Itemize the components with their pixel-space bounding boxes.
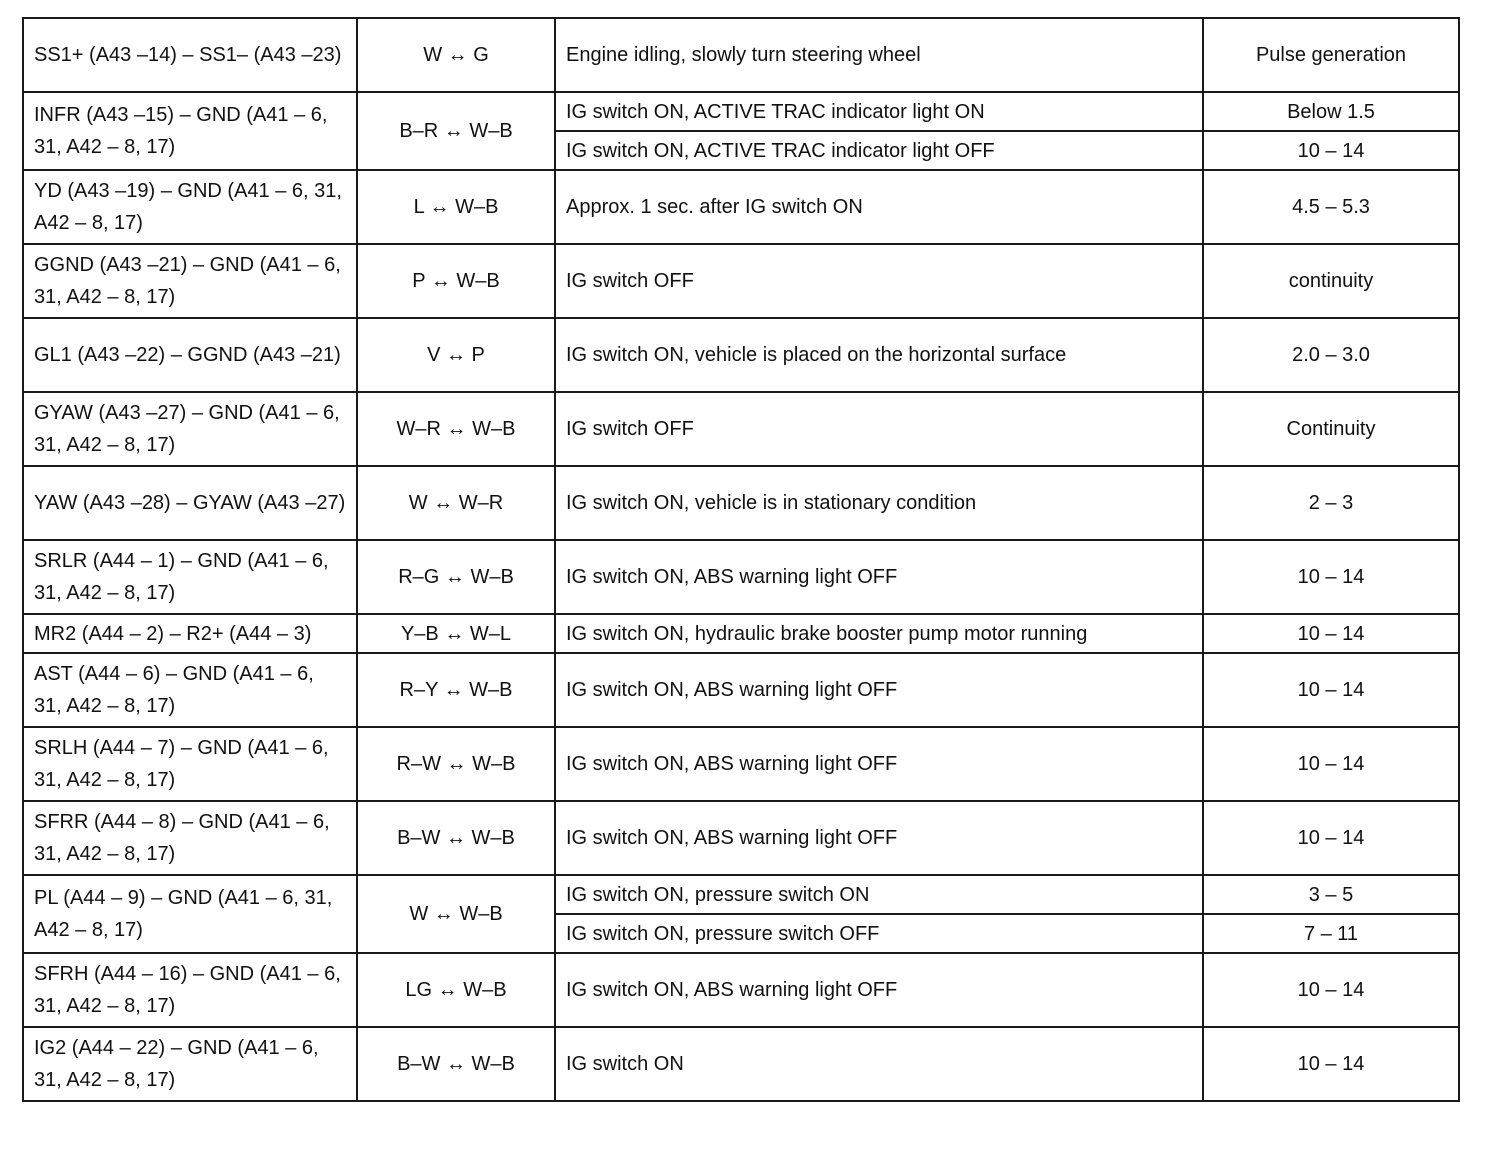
table-row bbox=[23, 953, 1459, 1027]
table-row bbox=[23, 653, 1459, 727]
wire-color-cell: R–Y ↔ W–B bbox=[357, 653, 555, 727]
condition-cell: IG switch OFF bbox=[555, 244, 1203, 318]
wire-color-cell: B–W ↔ W–B bbox=[357, 801, 555, 875]
terminal-cell: MR2 (A44 – 2) – R2+ (A44 – 3) bbox=[23, 614, 357, 653]
wire-color-cell: B–R ↔ W–B bbox=[357, 92, 555, 170]
condition-cell: IG switch ON, ACTIVE TRAC indicator light OFF bbox=[555, 131, 1203, 170]
wire-color-cell: R–G ↔ W–B bbox=[357, 540, 555, 614]
wire-color-cell: P ↔ W–B bbox=[357, 244, 555, 318]
terminal-cell: YD (A43 –19) – GND (A41 – 6, 31, A42 – 8, 17) bbox=[23, 170, 357, 244]
terminal-cell: GL1 (A43 –22) – GGND (A43 –21) bbox=[23, 318, 357, 392]
condition-cell: IG switch ON, ABS warning light OFF bbox=[555, 953, 1203, 1027]
spec-cell: 10 – 14 bbox=[1203, 727, 1459, 801]
condition-cell: IG switch ON, ABS warning light OFF bbox=[555, 540, 1203, 614]
terminal-cell: YAW (A43 –28) – GYAW (A43 –27) bbox=[23, 466, 357, 540]
table-row bbox=[23, 540, 1459, 614]
table-row bbox=[23, 92, 1459, 131]
table-row bbox=[23, 466, 1459, 540]
wire-color-cell: B–W ↔ W–B bbox=[357, 1027, 555, 1101]
table-row bbox=[23, 727, 1459, 801]
terminal-cell: SFRH (A44 – 16) – GND (A41 – 6, 31, A42 – 8, 17) bbox=[23, 953, 357, 1027]
terminal-cell: SS1+ (A43 –14) – SS1– (A43 –23) bbox=[23, 18, 357, 92]
wire-color-cell: W ↔ W–B bbox=[357, 875, 555, 953]
condition-cell: IG switch ON, hydraulic brake booster pump motor running bbox=[555, 614, 1203, 653]
table-row bbox=[23, 18, 1459, 92]
table-row bbox=[23, 1027, 1459, 1101]
spec-cell: 10 – 14 bbox=[1203, 614, 1459, 653]
condition-cell: IG switch ON bbox=[555, 1027, 1203, 1101]
wire-color-cell: LG ↔ W–B bbox=[357, 953, 555, 1027]
condition-cell: IG switch ON, ABS warning light OFF bbox=[555, 653, 1203, 727]
condition-cell: IG switch OFF bbox=[555, 392, 1203, 466]
condition-cell: IG switch ON, ACTIVE TRAC indicator light ON bbox=[555, 92, 1203, 131]
wire-color-cell: Y–B ↔ W–L bbox=[357, 614, 555, 653]
spec-cell: 10 – 14 bbox=[1203, 1027, 1459, 1101]
spec-cell: 7 – 11 bbox=[1203, 914, 1459, 953]
terminal-cell: AST (A44 – 6) – GND (A41 – 6, 31, A42 – 8, 17) bbox=[23, 653, 357, 727]
terminal-cell: PL (A44 – 9) – GND (A41 – 6, 31, A42 – 8, 17) bbox=[23, 875, 357, 953]
wire-color-cell: W ↔ G bbox=[357, 18, 555, 92]
table-row bbox=[23, 614, 1459, 653]
terminal-cell: IG2 (A44 – 22) – GND (A41 – 6, 31, A42 – 8, 17) bbox=[23, 1027, 357, 1101]
terminal-cell: INFR (A43 –15) – GND (A41 – 6, 31, A42 – 8, 17) bbox=[23, 92, 357, 170]
spec-cell: Continuity bbox=[1203, 392, 1459, 466]
condition-cell: IG switch ON, ABS warning light OFF bbox=[555, 801, 1203, 875]
table-row bbox=[23, 170, 1459, 244]
condition-cell: IG switch ON, vehicle is placed on the horizontal surface bbox=[555, 318, 1203, 392]
terminal-cell: GGND (A43 –21) – GND (A41 – 6, 31, A42 – 8, 17) bbox=[23, 244, 357, 318]
condition-cell: IG switch ON, pressure switch ON bbox=[555, 875, 1203, 914]
spec-cell: 2.0 – 3.0 bbox=[1203, 318, 1459, 392]
wire-color-cell: L ↔ W–B bbox=[357, 170, 555, 244]
terminal-cell: SFRR (A44 – 8) – GND (A41 – 6, 31, A42 – 8, 17) bbox=[23, 801, 357, 875]
condition-cell: IG switch ON, ABS warning light OFF bbox=[555, 727, 1203, 801]
spec-cell: Pulse generation bbox=[1203, 18, 1459, 92]
spec-cell: 4.5 – 5.3 bbox=[1203, 170, 1459, 244]
terminal-cell: GYAW (A43 –27) – GND (A41 – 6, 31, A42 – 8, 17) bbox=[23, 392, 357, 466]
spec-cell: 10 – 14 bbox=[1203, 540, 1459, 614]
wire-color-cell: W ↔ W–R bbox=[357, 466, 555, 540]
wire-color-cell: V ↔ P bbox=[357, 318, 555, 392]
spec-cell: Below 1.5 bbox=[1203, 92, 1459, 131]
wire-color-cell: R–W ↔ W–B bbox=[357, 727, 555, 801]
spec-cell: 10 – 14 bbox=[1203, 801, 1459, 875]
wire-color-cell: W–R ↔ W–B bbox=[357, 392, 555, 466]
spec-cell: 3 – 5 bbox=[1203, 875, 1459, 914]
spec-cell: 2 – 3 bbox=[1203, 466, 1459, 540]
table-row bbox=[23, 244, 1459, 318]
table-row bbox=[23, 318, 1459, 392]
terminal-voltage-table bbox=[22, 17, 1460, 1102]
table-row bbox=[23, 875, 1459, 914]
condition-cell: Approx. 1 sec. after IG switch ON bbox=[555, 170, 1203, 244]
terminal-cell: SRLH (A44 – 7) – GND (A41 – 6, 31, A42 – 8, 17) bbox=[23, 727, 357, 801]
terminal-cell: SRLR (A44 – 1) – GND (A41 – 6, 31, A42 – 8, 17) bbox=[23, 540, 357, 614]
table-row bbox=[23, 392, 1459, 466]
spec-cell: continuity bbox=[1203, 244, 1459, 318]
spec-cell: 10 – 14 bbox=[1203, 653, 1459, 727]
condition-cell: Engine idling, slowly turn steering wheel bbox=[555, 18, 1203, 92]
spec-cell: 10 – 14 bbox=[1203, 953, 1459, 1027]
spec-cell: 10 – 14 bbox=[1203, 131, 1459, 170]
condition-cell: IG switch ON, pressure switch OFF bbox=[555, 914, 1203, 953]
condition-cell: IG switch ON, vehicle is in stationary condition bbox=[555, 466, 1203, 540]
table-row bbox=[23, 801, 1459, 875]
